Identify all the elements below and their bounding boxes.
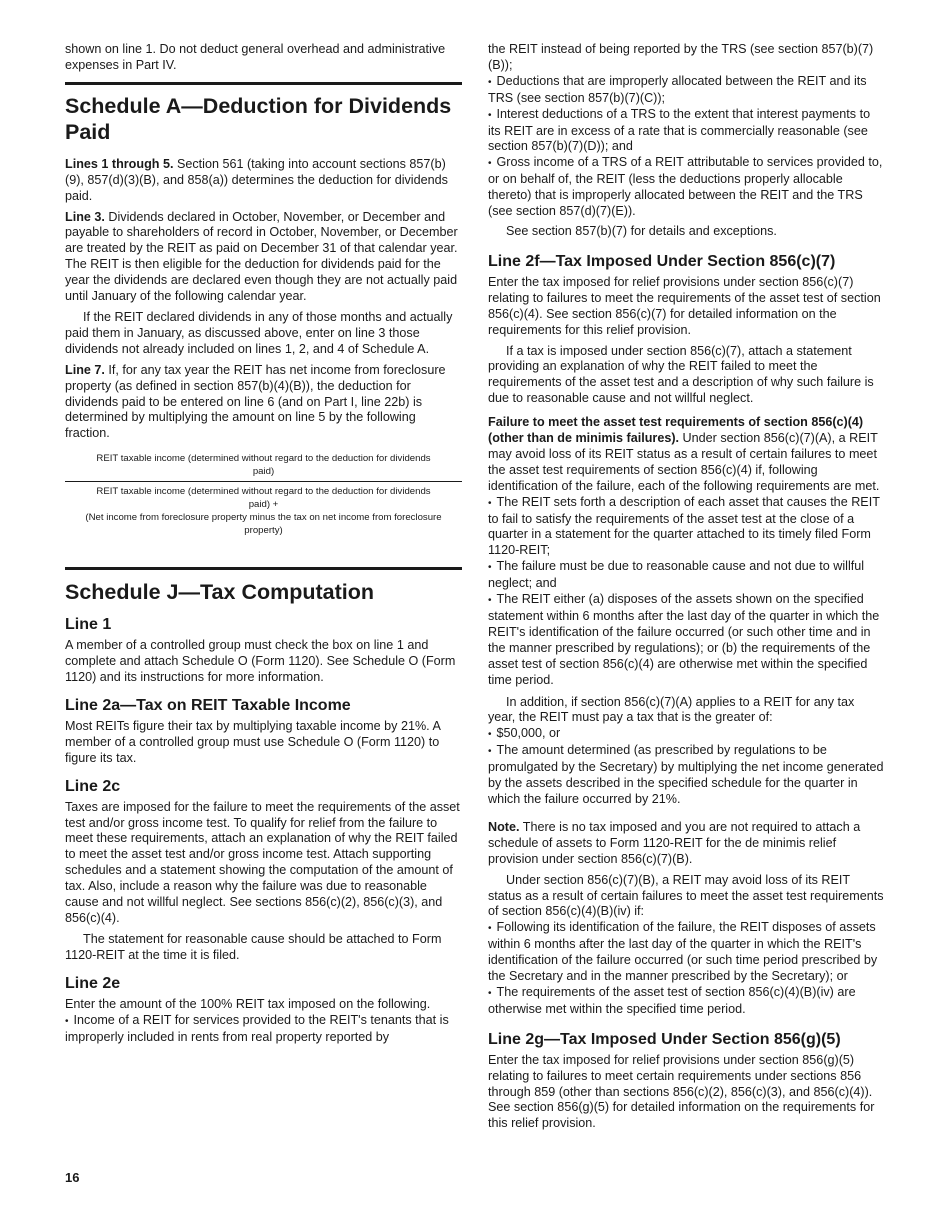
bullet-icon: • <box>488 562 492 574</box>
line-2e-bullet-1 <box>65 1013 462 1046</box>
dividend-fraction <box>65 452 462 537</box>
under-bullet-2-text: The requirements of the asset test of section 856(c)(4)(B)(iv) are otherwise met within the specified time period. <box>488 984 856 1016</box>
line-2f-text: Enter the tax imposed for relief provisions under section 856(c)(7) relating to failures to meet the requirements of the asset test of section 856(c)(4). See section 856(c)(7) for detailed information on the requirements for this relief provision. <box>488 274 881 337</box>
under-bullet-2 <box>488 985 884 1018</box>
bullet-icon: • <box>488 158 492 170</box>
bullet-icon: • <box>488 729 492 741</box>
page-number: 16 <box>65 1170 80 1185</box>
greater-1-text: $50,000, or <box>496 726 561 741</box>
under-bullet-1-text: Following its identification of the failure, the REIT disposes of assets within 6 months after the last day of the quarter in which the REIT's identification of the failure occurred (or such time period prescribed by the Secretary and in the manner prescribed by the Secretary); or <box>488 920 878 984</box>
line-2e-bullet-1-continued: the REIT instead of being reported by the TRS (see section 857(b)(7)(B)); <box>488 42 874 72</box>
bullet-icon: • <box>65 1015 69 1027</box>
lines-1-5-lead: Lines 1 through 5. <box>65 156 174 171</box>
addition-text: In addition, if section 856(c)(7)(A) applies to a REIT for any tax year, the REIT must pay a tax that is the greater of: <box>488 694 855 725</box>
line-2e-bullet-3 <box>488 107 884 156</box>
requirement-3-text: The REIT either (a) disposes of the assets shown on the specified statement within 6 months after the last day of the quarter in which the REIT's identification of the failure occurred (or such other time and in the manner prescribed by regulations); or (b) the requirements of the asset test of section 856(c)(4) are otherwise met within the specified time period. <box>488 592 880 687</box>
line-7-lead: Line 7. <box>65 362 105 377</box>
bullet-icon: • <box>488 746 492 758</box>
line-3-text: Dividends declared in October, November, or December and payable to shareholders of record in October, November, or December are treated by the REIT as paid on December 31 of that calendar year. The REIT is then eligible for the deduction for dividends paid for the year the dividends are declared even though they are not actually paid until January of the following calendar year. <box>65 209 458 304</box>
failure-text: Under section 856(c)(7)(A), a REIT may avoid loss of its REIT status as a result of certain failures to meet the asset test requirements of section 856(c)(4) if, following identification of the failure, each of the following requirements are met. <box>488 431 880 493</box>
requirement-2-text: The failure must be due to reasonable cause and not due to willful neglect; and <box>488 559 865 591</box>
bullet-icon: • <box>488 76 492 88</box>
line-3-paragraph-2: If the REIT declared dividends in any of those months and actually paid them in January, as discussed above, enter on line 3 those dividends not already included on lines 1, 2, and 4 of Schedule A. <box>65 309 453 356</box>
failure-paragraph <box>488 415 884 495</box>
line-2e-bullet-2-text: Deductions that are improperly allocated between the REIT and its TRS (see section 857(b)(7)(C)); <box>488 73 867 105</box>
line-2e-heading: Line 2e <box>65 974 121 992</box>
line-2c-paragraph-2: The statement for reasonable cause should be attached to Form 1120-REIT at the time it is filed. <box>65 931 442 962</box>
requirement-3 <box>488 592 884 688</box>
intro-text: shown on line 1. Do not deduct general overhead and administrative expenses in Part IV. <box>65 42 446 72</box>
bullet-icon: • <box>488 987 492 999</box>
line-2e-bullet-2 <box>488 74 884 107</box>
note-lead: Note. <box>488 819 520 834</box>
failure-lead: Failure to meet the asset test requirements of section 856(c)(4) (other than de minimis failures). <box>488 415 864 446</box>
line-3-paragraph <box>65 210 462 305</box>
bullet-icon: • <box>488 497 492 509</box>
line-1-text: A member of a controlled group must check the box on line 1 and complete and attach Schedule O (Form 1120). See Schedule O (Form 1120) and its instructions for more information. <box>65 638 456 685</box>
greater-2 <box>488 743 884 808</box>
greater-2-text: The amount determined (as prescribed by regulations to be promulgated by the Secretary) by multiplying the net income generated by the assets described in the specified schedule for the quarter in which the failure occurred by 21%. <box>488 743 884 806</box>
under-section-text: Under section 856(c)(7)(B), a REIT may avoid loss of its REIT status as a result of certain failures to meet the asset test requirements of section 856(c)(4)(B)(iv) if: <box>488 872 884 919</box>
requirement-2 <box>488 559 884 592</box>
schedule-j-title: Schedule J—Tax Computation <box>65 580 374 605</box>
line-2e-bullet-4 <box>488 155 884 220</box>
greater-1 <box>488 726 884 743</box>
line-3-lead: Line 3. <box>65 209 105 224</box>
bullet-icon: • <box>488 595 492 607</box>
see-section-857-text: See section 857(b)(7) for details and exceptions. <box>506 223 777 238</box>
line-2e-bullet-1-text: Income of a REIT for services provided to the REIT's tenants that is improperly included in rents from real property reported by <box>65 1012 449 1044</box>
right-column <box>488 42 884 1137</box>
line-2f-paragraph-2: If a tax is imposed under section 856(c)(7), attach a statement providing an explanation of why the REIT failed to meet the requirements of the asset test and a description of why such failure is due to reasonable cause and not willful neglect. <box>488 343 874 406</box>
requirement-1 <box>488 495 884 560</box>
fraction-denominator-1: REIT taxable income (determined without regard to the deduction for dividends paid) + <box>96 486 431 511</box>
bullet-icon: • <box>488 923 492 935</box>
line-2g-heading: Line 2g—Tax Imposed Under Section 856(g)(5) <box>488 1030 841 1048</box>
line-2e-bullet-3-text: Interest deductions of a TRS to the extent that interest payments to its REIT are in excess of a rate that is commercially reasonable (see section 857(b)(7)(D)); and <box>488 106 871 154</box>
line-2f-heading: Line 2f—Tax Imposed Under Section 856(c)(7) <box>488 252 836 270</box>
line-1-heading: Line 1 <box>65 616 112 634</box>
note-text: There is no tax imposed and you are not required to attach a schedule of assets to Form 1120-REIT for the de minimis relief provision under section 856(c)(7)(B). <box>488 819 861 866</box>
schedule-a-title: Schedule A—Deduction for Dividends Paid <box>65 93 452 144</box>
line-2c-text: Taxes are imposed for the failure to meet the requirements of the asset test and/or gross income test. To qualify for relief from the failure to meet these requirements, attach an explanation of why the REIT failed to meet the asset test and/or gross income test. Attach supporting schedules and a statement showing the computation of the amount of tax. Also, include a reason why the failure was due to reasonable cause and not willful neglect. See sections 856(c)(2), 856(c)(3), and 856(c)(4). <box>65 799 460 925</box>
line-7-text: If, for any tax year the REIT has net income from foreclosure property (as defined in section 857(b)(4)(B)), the deduction for dividends paid to be entered on line 6 (and on Part I, line 22b) is determined by multiplying the amount on line 5 by the following fraction. <box>65 362 446 441</box>
fraction-bar <box>65 481 462 482</box>
line-2a-heading: Line 2a—Tax on REIT Taxable Income <box>65 696 351 714</box>
under-bullet-1 <box>488 920 884 985</box>
note-paragraph <box>488 820 884 868</box>
fraction-denominator-2: (Net income from foreclosure property minus the tax on net income from foreclosure property) <box>85 512 442 537</box>
requirement-1-text: The REIT sets forth a description of each asset that causes the REIT to fail to satisfy the requirements of the asset test at the close of a quarter in a statement for the quarter attached to its timely filed Form 1120-REIT; <box>488 494 880 558</box>
line-2g-text: Enter the tax imposed for relief provisions under section 856(g)(5) relating to failures to meet certain requirements under sections 856 through 859 (other than sections 856(c)(2), 856(c)(3), and 856(c)(4)). See section 856(g)(5) for detailed information on the requirements for this relief provision. <box>488 1052 875 1131</box>
bullet-icon: • <box>488 109 492 121</box>
fraction-numerator: REIT taxable income (determined without regard to the deduction for dividends paid) <box>96 453 431 478</box>
line-2c-heading: Line 2c <box>65 777 121 795</box>
line-7-paragraph <box>65 363 462 443</box>
line-2e-bullet-4-text: Gross income of a TRS of a REIT attributable to services provided to, or on behalf of, the REIT (less the deductions properly allocable thereto) that is improperly allocated between the REIT and the TRS (see section 857(d)(7)(E)). <box>488 155 883 219</box>
section-rule <box>65 82 462 85</box>
section-rule <box>65 567 462 570</box>
lines-1-5-paragraph <box>65 157 462 205</box>
line-2a-text: Most REITs figure their tax by multiplying taxable income by 21%. A member of a controlled group must use Schedule O (Form 1120) to figure its tax. <box>65 718 441 765</box>
lines-1-5-text: Section 561 (taking into account sections 857(b)(9), 857(d)(3)(B), and 858(a)) determines the deduction for dividends paid. <box>65 156 448 203</box>
line-2e-text: Enter the amount of the 100% REIT tax imposed on the following. <box>65 996 431 1011</box>
left-column <box>65 42 462 1045</box>
